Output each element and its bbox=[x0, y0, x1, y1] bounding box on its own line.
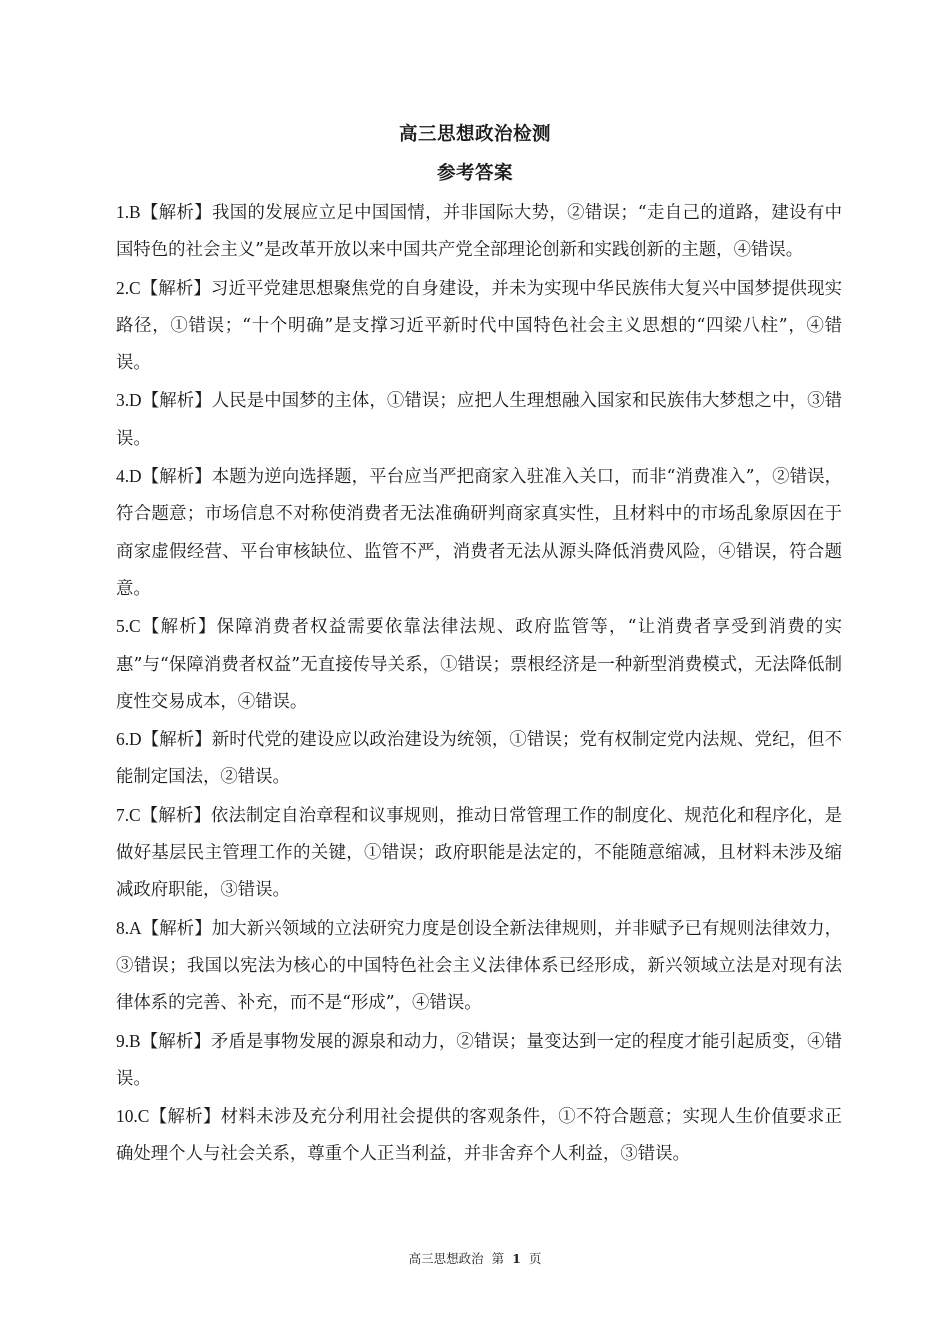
answer-item-10 bbox=[116, 1098, 842, 1174]
answer-number: 5.C bbox=[116, 616, 141, 637]
document-title: 高三思想政治检测 bbox=[398, 124, 551, 145]
answer-text: 【解析】依法制定自治章程和议事规则，推动日常管理工作的制度化、规范化和程序化，是做好基层民主管理工作的关键，①错误；政府职能是法定的，不能随意缩减，且材料未涉及缩减政府职能，③错误。 bbox=[116, 805, 842, 901]
answer-text: 【解析】习近平党建思想聚焦党的自身建设，并未为实现中华民族伟大复兴中国梦提供现实路径，①错误；“十个明确”是支撑习近平新时代中国特色社会主义思想的“四梁八柱”，④错误。 bbox=[116, 278, 842, 374]
answer-text: 【解析】保障消费者权益需要依靠法律法规、政府监管等，“让消费者享受到消费的实惠”与“保障消费者权益”无直接传导关系，①错误；票根经济是一种新型消费模式，无法降低制度性交易成本，④错误。 bbox=[116, 617, 842, 712]
answer-item-2 bbox=[116, 270, 842, 383]
footer-page-prefix: 第 bbox=[491, 1251, 505, 1266]
answer-item-3 bbox=[116, 382, 842, 458]
footer-page-suffix: 页 bbox=[528, 1251, 542, 1266]
answer-item-7 bbox=[116, 797, 842, 910]
page-footer bbox=[0, 1249, 950, 1267]
answer-text: 【解析】新时代党的建设应以政治建设为统领，①错误；党有权制定党内法规、党纪，但不能制定国法，②错误。 bbox=[116, 730, 842, 788]
answer-list bbox=[116, 194, 842, 1174]
answer-item-5 bbox=[116, 608, 842, 721]
answer-item-4 bbox=[116, 458, 842, 608]
answer-number: 2.C bbox=[116, 277, 141, 298]
answer-number: 8.A bbox=[116, 917, 142, 938]
answer-text: 【解析】本题为逆向选择题，平台应当严把商家入驻准入关口，而非“消费准入”，②错误，符合题意；市场信息不对称使消费者无法准确研判商家真实性，且材料中的市场乱象原因在于商家虚假经营、平台审核缺位、监管不严，消费者无法从源头降低消费风险，④错误，符合题意。 bbox=[116, 467, 842, 599]
footer-subject: 高三思想政治 bbox=[408, 1251, 484, 1266]
answer-number: 1.B bbox=[116, 202, 141, 222]
answer-text: 【解析】人民是中国梦的主体，①错误；应把人生理想融入国家和民族伟大梦想之中，③错误。 bbox=[116, 391, 842, 449]
answer-item-8 bbox=[116, 910, 842, 1023]
answer-number: 7.C bbox=[116, 804, 141, 825]
document-subtitle: 参考答案 bbox=[436, 163, 513, 184]
answer-text: 【解析】材料未涉及充分利用社会提供的客观条件，①不符合题意；实现人生价值要求正确处理个人与社会关系，尊重个人正当利益，并非舍弃个人利益，③错误。 bbox=[116, 1107, 842, 1165]
answer-number: 6.D bbox=[116, 729, 142, 750]
answer-number: 9.B bbox=[116, 1030, 141, 1051]
answer-text: 【解析】我国的发展应立足中国国情，并非国际大势，②错误；“走自己的道路，建设有中国特色的社会主义”是改革开放以来中国共产党全部理论创新和实践创新的主题，④错误。 bbox=[116, 203, 842, 261]
answer-item-1 bbox=[116, 194, 842, 270]
answer-number: 10.C bbox=[116, 1106, 150, 1127]
answer-item-6 bbox=[116, 721, 842, 797]
answer-text: 【解析】矛盾是事物发展的源泉和动力，②错误；量变达到一定的程度才能引起质变，④错误。 bbox=[116, 1031, 842, 1089]
footer-page-number: 1 bbox=[512, 1251, 521, 1266]
answer-number: 4.D bbox=[116, 466, 142, 487]
answer-text: 【解析】加大新兴领域的立法研究力度是创设全新法律规则，并非赋予已有规则法律效力，③错误；我国以宪法为核心的中国特色社会主义法律体系已经形成，新兴领域立法是对现有法律体系的完善、补充，而不是“形成”，④错误。 bbox=[116, 918, 842, 1014]
answer-number: 3.D bbox=[116, 390, 142, 411]
answer-item-9 bbox=[116, 1023, 842, 1099]
